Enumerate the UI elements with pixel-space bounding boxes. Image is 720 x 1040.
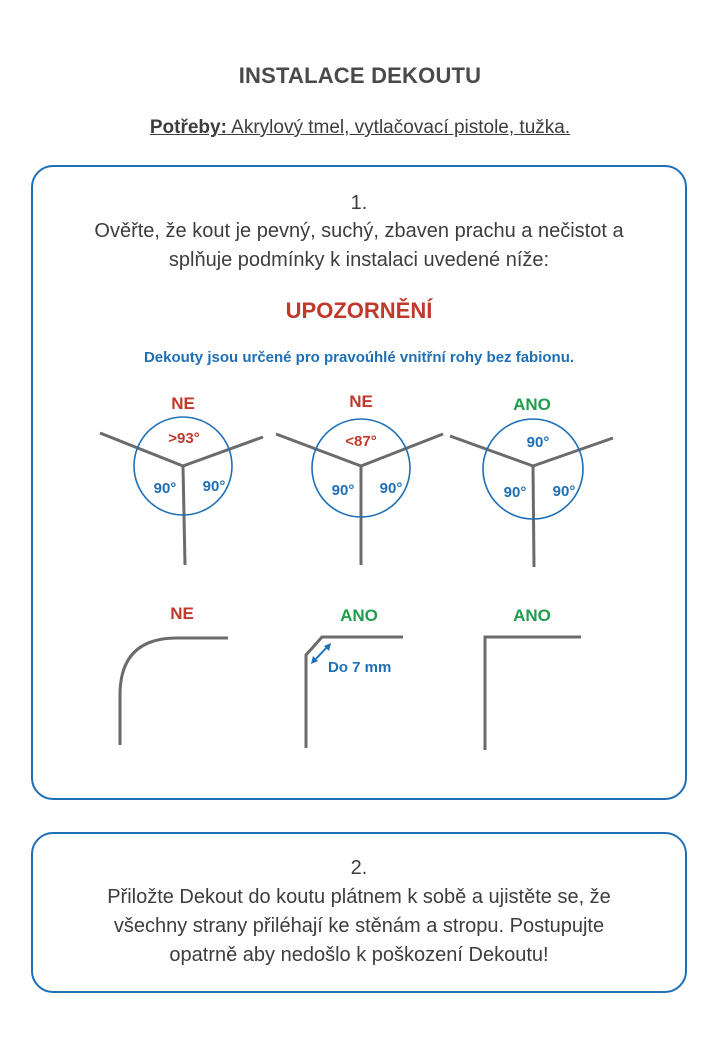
corner-left-angle: 90° <box>503 484 527 501</box>
warning-title: UPOZORNĚNÍ <box>285 298 433 323</box>
corner-diagram-2 <box>276 392 443 565</box>
chamfer-note: Do 7 mm <box>328 659 392 676</box>
page-title: INSTALACE DEKOUTU <box>238 63 482 88</box>
corner-top-angle: 90° <box>526 434 550 451</box>
corner-verdict: NE <box>171 394 195 413</box>
step-2-line-2: všechny strany přiléhají ke stěnám a stropu. Postupujte <box>113 915 605 937</box>
corner-verdict: NE <box>349 392 373 411</box>
profile-verdict: ANO <box>513 606 551 625</box>
profile-rounded <box>120 604 228 745</box>
corner-left-angle: 90° <box>153 480 177 497</box>
rounded-corner-shape <box>120 638 228 745</box>
profile-chamfered <box>306 606 403 748</box>
profile-sharp <box>485 606 581 750</box>
corner-verdict: ANO <box>513 395 551 414</box>
needs-label: Potřeby: <box>149 117 227 138</box>
corner-left-angle: 90° <box>331 482 355 499</box>
needs-text: Akrylový tmel, vytlačovací pistole, tužka. <box>226 117 571 138</box>
corner-right-angle: 90° <box>202 478 226 495</box>
step-2-line-3: opatrně aby nedošlo k poškození Dekoutu! <box>169 944 549 966</box>
sharp-corner-shape <box>485 637 581 750</box>
corner-right-angle: 90° <box>379 480 403 497</box>
warning-text: Dekouty jsou určené pro pravoúhlé vnitřní rohy bez fabionu. <box>143 349 575 366</box>
step-2-number: 2. <box>350 857 368 879</box>
profile-verdict: ANO <box>340 606 378 625</box>
step-2-box <box>31 832 687 993</box>
step-1-line-1: Ověřte, že kout je pevný, suchý, zbaven prachu a nečistot a <box>94 220 624 242</box>
corner-top-angle: <87° <box>345 433 377 450</box>
corner-diagram-1 <box>100 394 263 565</box>
corner-diagram-3 <box>450 395 613 567</box>
step-2-line-1: Přiložte Dekout do koutu plátnem k sobě a ujistěte se, že <box>107 886 611 908</box>
step-1-number: 1. <box>350 192 368 214</box>
corner-line <box>533 466 534 567</box>
corner-right-angle: 90° <box>552 483 576 500</box>
corner-top-angle: >93° <box>168 430 200 447</box>
step-1-line-2: splňuje podmínky k instalaci uvedené níže: <box>168 249 550 271</box>
profile-verdict: NE <box>170 604 194 623</box>
